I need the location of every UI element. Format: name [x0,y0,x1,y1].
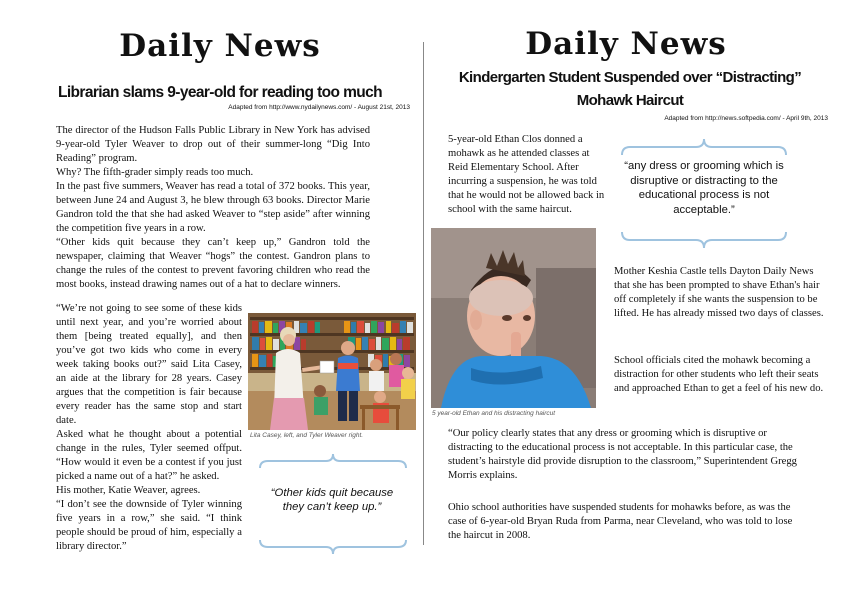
library-photo [248,313,416,430]
mohawk-photo [431,228,596,408]
left-intro-p4: “Other kids quit because they can’t keep up,” Gandron told the newspaper, claiming that Weaver “hogs” the contest. Gandron plans to change the rules of the contest to prevent favoring children who read the most books, instead drawing names out of a hat to declare winners. [56,237,370,290]
left-headline: Librarian slams 9-year-old for reading too much [57,84,383,101]
left-intro-p1: The director of the Hudson Falls Public Library in New York has advised 9-year-old Tyler Weaver to drop out of their summer-long “Dig Into Reading” program. [56,125,370,164]
right-quote-brace-top [620,137,788,157]
left-intro-p2: Why? The fifth-grader simply reads too much. [56,167,254,178]
right-headline-line2: Mohawk Haircut [576,92,684,109]
right-para-officials: School officials cited the mohawk becoming a distraction for other students who left their seats and approached Ethan to get a feel of his new do. [614,355,824,394]
left-col-p1: “We’re not going to see some of these kids until next year, and you’re worried about them [being treated equally], and then you’ve got two kids who come in every week taking books out?” said Lita Casey, an aide at the library for 28 years. Casey argues that the competition is fair because every reader has the same stop and start date. [56,303,242,426]
page-divider [423,42,424,545]
left-pullquote: “Other kids quit because they can’t keep up.” [270,487,394,513]
left-col-p2: Asked what he thought about a potential change in the rules, Tyler seemed offput. “How would it even be a contest if you just picked a name out of a hat?” he asked. [56,429,242,482]
right-quote-brace-bottom [620,230,788,250]
right-source: Adapted from http://news.softpedia.com/ - April 9th, 2013 [664,115,828,122]
right-headline-line1: Kindergarten Student Suspended over “Distracting” [458,69,802,86]
left-col-p3: His mother, Katie Weaver, agrees. [56,485,201,496]
right-intro: 5-year-old Ethan Clos donned a mohawk as he attended classes at Reid Elementary School. After incurring a suspension, he was told that he would not be allowed back in school with the same haircut. [448,134,605,215]
left-source: Adapted from http://www.nydailynews.com/ - August 21st, 2013 [228,104,410,111]
right-masthead: Daily News [525,26,727,62]
right-para-policy: “Our policy clearly states that any dress or grooming which is disruptive or distracting to the educational process is not acceptable. In this particular case, the student’s hairstyle did provide disruption to the classroom,” Superintendent Gregg Morris explains. [448,428,797,481]
left-intro-p3: In the past five summers, Weaver has read a total of 372 books. This year, between June 24 and August 3, he blew through 63 books. Director Marie Gandron told the that she had asked Weaver to “step aside” after winning the competition five years in a row. [56,181,370,234]
right-pullquote: “any dress or grooming which is disruptive or distracting to the educational process is not acceptable.” [624,160,784,216]
left-quote-brace-bottom [258,538,408,556]
right-para-mother: Mother Keshia Castle tells Dayton Daily News that she has been prompted to shave Ethan's hair off completely if she wants the suspension to be lifted. He has already missed two days of classes. [614,266,824,319]
mohawk-photo-caption: 5 year-old Ethan and his distracting haircut [432,410,556,417]
right-para-ohio: Ohio school authorities have suspended students for mohawks before, as was the case of 6-year-old Bryan Ruda from Parma, near Cleveland, who was told to lose the haircut in 2008. [448,502,793,541]
left-quote-brace-top [258,452,408,470]
left-masthead: Daily News [119,28,321,64]
left-intro [56,124,370,292]
left-col-p4: “I don’t see the downside of Tyler winning five years in a row,” she said. “I think people should be proud of him, especially a library director.” [56,499,242,552]
library-photo-caption: Lita Casey, left, and Tyler Weaver right. [250,432,364,439]
left-column [56,302,242,554]
